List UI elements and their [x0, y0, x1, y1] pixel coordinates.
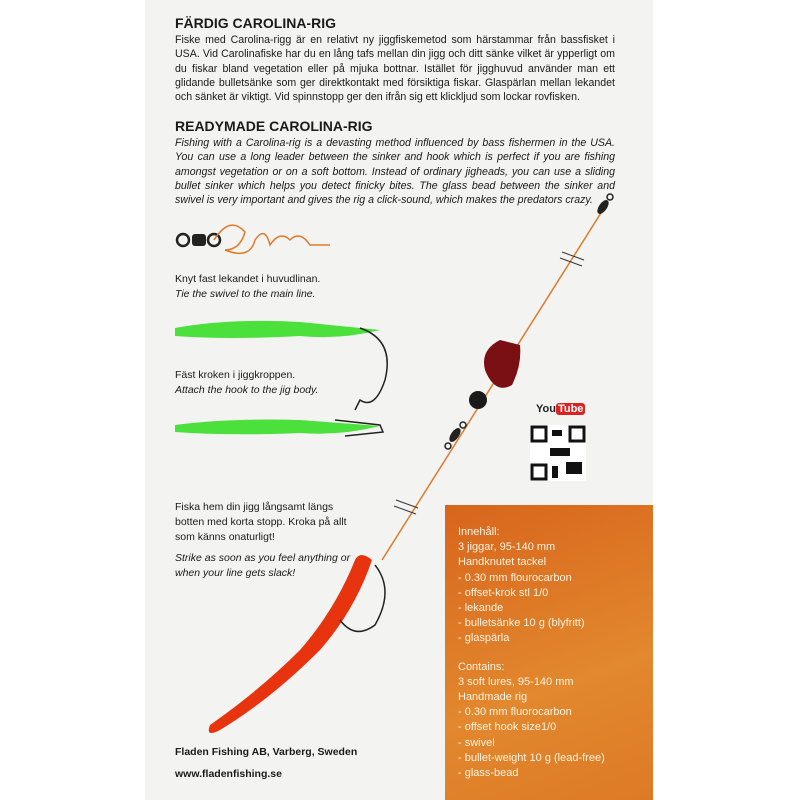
- step-3: [175, 500, 365, 581]
- offset-hook-icon: [355, 328, 387, 410]
- contents-sv-item: - 0.30 mm flourocarbon: [458, 571, 572, 584]
- step-3-sv: Fiska hem din jigg långsamt längs botten med korta stopp. Kroka på allt som känns onaturligt!: [175, 501, 347, 543]
- knot-swivel-icon: [177, 225, 330, 253]
- contents-box: [445, 505, 653, 800]
- youtube-tube: Tube: [557, 403, 584, 415]
- contents-en-item: - swivel: [458, 736, 495, 749]
- contents-sv-item: 3 jiggar, 95-140 mm: [458, 541, 556, 554]
- swedish-title: FÄRDIG CAROLINA-RIG: [175, 15, 336, 31]
- contents-en-item: - offset hook size1/0: [458, 721, 557, 734]
- contents-en-item: Handmade rig: [458, 691, 528, 704]
- bottom-swivel-icon: [445, 422, 466, 449]
- step-1-en: Tie the swivel to the main line.: [175, 288, 316, 300]
- step-1-sv: Knyt fast lekandet i huvudlinan.: [175, 273, 321, 285]
- step-1: [175, 272, 320, 302]
- contents-en-item: - bullet-weight 10 g (lead-free): [458, 751, 605, 764]
- green-lure-1: [175, 321, 380, 338]
- company-name: Fladen Fishing AB, Varberg, Sweden: [175, 746, 358, 758]
- step-3-en: Strike as soon as you feel anything or when your line gets slack!: [175, 552, 351, 579]
- swedish-body: Fiske med Carolina-rigg är en relativt ny jiggfiskemetod som härstammar från bassfisket i USA. Vid Carolinafiske har du en lång tafs mellan din jigg och ditt sänke vilket är ypperligt om du fiskar bland vegetation eller på mjuka bottnar. Istället för jigghuvud använder man ett glidande bulletsänke som ger direktkontakt med försiktiga fiskar. Glaspärlan mellan lekandet och sänket är viktigt. Vid spinnstopp ger den ifrån sig ett klickljud som lockar rovfisken.: [175, 34, 615, 104]
- contents-en-title: Contains:: [458, 660, 505, 673]
- contents-sv-item: - glaspärla: [458, 632, 510, 645]
- contents-sv-item: - bulletsänke 10 g (blyfritt): [458, 617, 585, 630]
- bullet-sinker-icon: [484, 340, 520, 388]
- contents-sv-title: Innehåll:: [458, 526, 500, 538]
- qr-code-icon: [530, 425, 586, 481]
- english-title: READYMADE CAROLINA-RIG: [175, 118, 373, 134]
- red-worm-lure: [209, 555, 372, 733]
- contents-sv-item: Handknutet tackel: [458, 556, 547, 569]
- contents-en-item: - glass-bead: [458, 767, 519, 780]
- contents-sv-item: - lekande: [458, 602, 504, 615]
- website-link[interactable]: www.fladenfishing.se: [175, 768, 282, 780]
- english-body: Fishing with a Carolina-rig is a devasting method influenced by bass fishermen in the USA. You can use a long leader between the sinker and hook which is perfect if you are fishing amongst vegetation or on a soft bottom. Instead of ordinary jigheads, you can use a sliding bullet sinker which helps you detect finicky bites. The glass bead between the sinker and swivel is very important and gives the rig a click-sound, which makes the predators crazy.: [175, 137, 615, 207]
- step-2: [175, 368, 318, 398]
- contents-sv-item: - offset-krok stl 1/0: [458, 586, 549, 599]
- youtube-logo[interactable]: [536, 403, 585, 415]
- contents-en-item: - 0.30 mm fluorocarbon: [458, 706, 572, 719]
- glass-bead-icon: [469, 391, 487, 409]
- contents-en-item: 3 soft lures, 95-140 mm: [458, 675, 574, 688]
- youtube-you: You: [536, 403, 556, 415]
- step-2-sv: Fäst kroken i jiggkroppen.: [175, 369, 296, 381]
- step-2-en: Attach the hook to the jig body.: [175, 384, 319, 396]
